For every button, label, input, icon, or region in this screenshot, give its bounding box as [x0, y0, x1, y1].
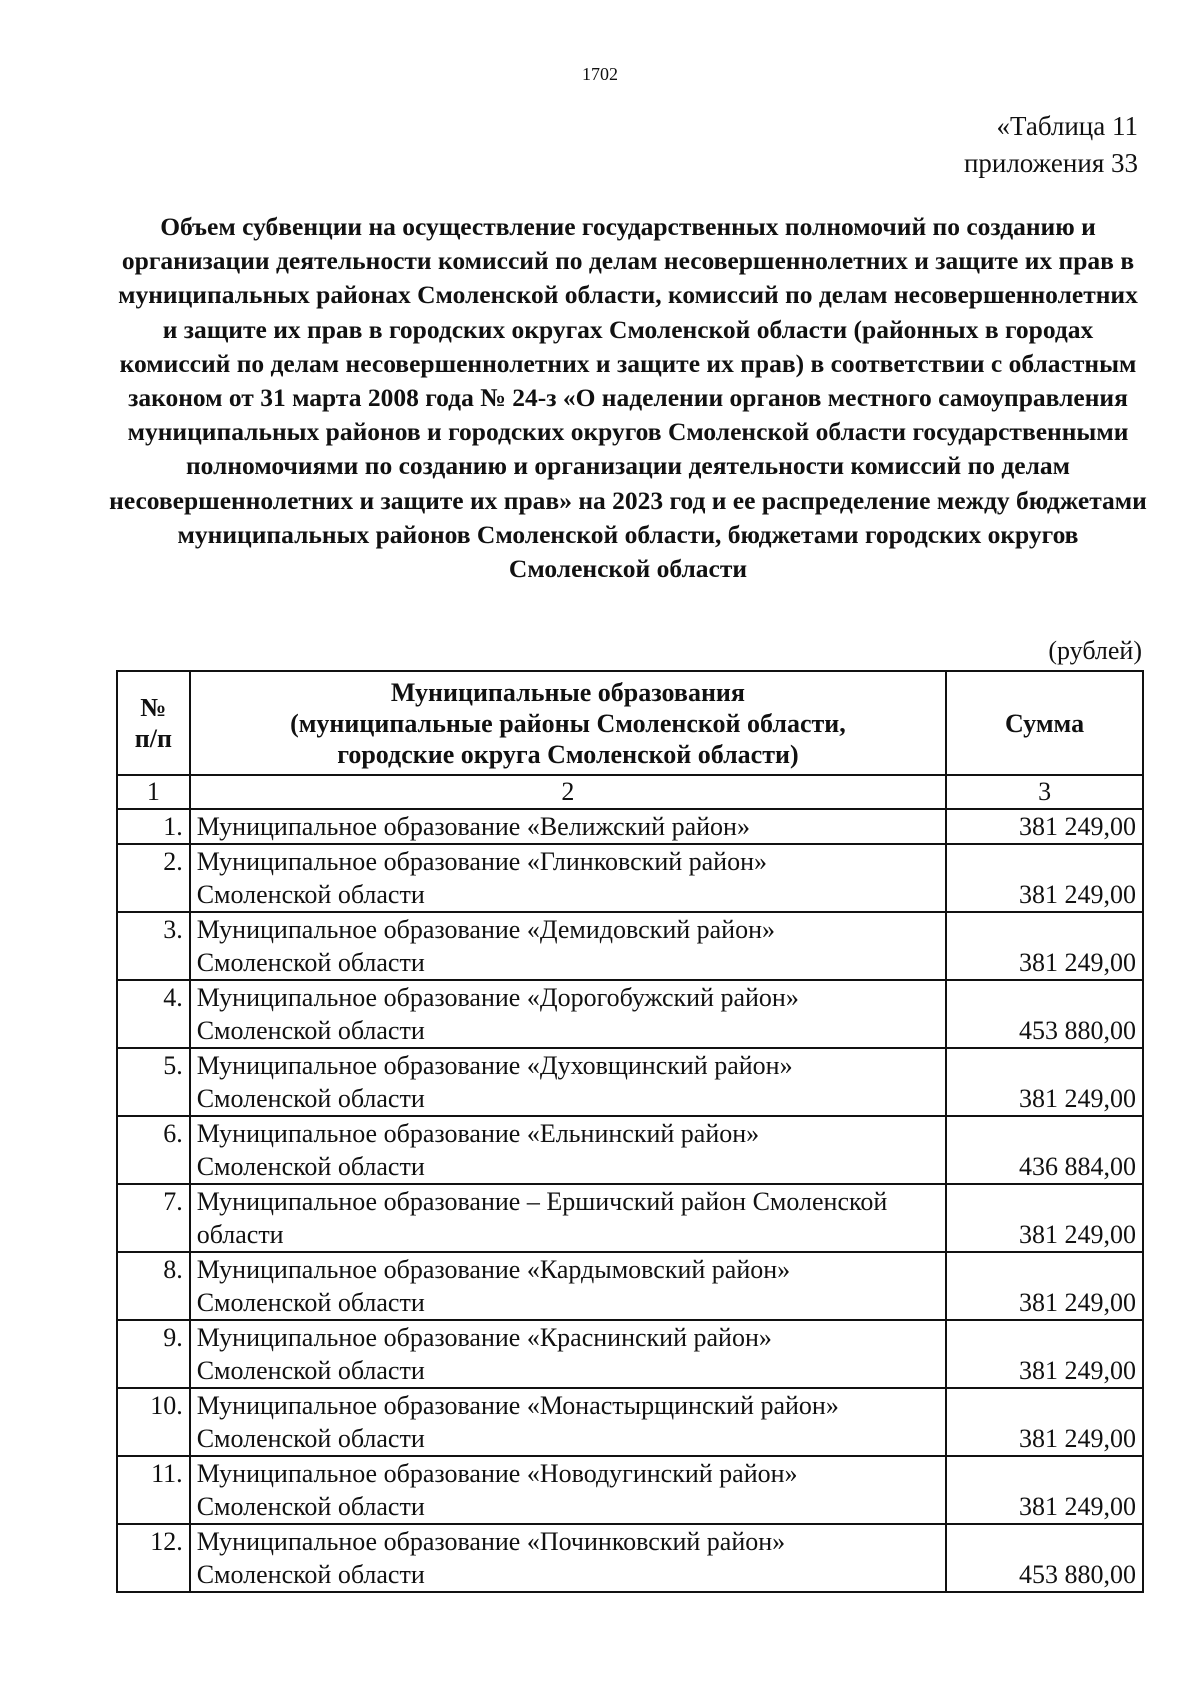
row-municipality-name-line2: Смоленской области: [196, 1016, 425, 1045]
row-number: 2.: [117, 844, 190, 912]
table-row: [117, 1184, 1143, 1252]
header-municipality-line3: городские округа Смоленской области): [337, 739, 799, 769]
table-row: [117, 1388, 1143, 1456]
row-municipality-name-line2: Смоленской области: [196, 1560, 425, 1589]
row-number: 8.: [117, 1252, 190, 1320]
row-amount: 381 249,00: [946, 1184, 1143, 1252]
row-municipality-name-line1: Муниципальное образование – Ершичский район Смоленской: [196, 1187, 888, 1216]
row-municipality-name-line1: Муниципальное образование «Духовщинский район»: [196, 1051, 793, 1080]
row-municipality-name: [190, 1388, 946, 1456]
row-amount: 453 880,00: [946, 1524, 1143, 1592]
row-number: 7.: [117, 1184, 190, 1252]
header-number: [117, 671, 190, 775]
row-amount: 453 880,00: [946, 980, 1143, 1048]
document-title: Объем субвенции на осуществление государственных полномочий по созданию и организации деятельности комиссий по делам несовершеннолетних и защите их прав в муниципальных районах Смоленской области, комиссий по делам несовершеннолетних и защите их прав в городских округах Смоленской области (районных в городах комиссий по делам несовершеннолетних и защите их прав) в соответствии с областным законом от 31 марта 2008 года № 24-з «О наделении органов местного самоуправления муниципальных районов и городских округов Смоленской области государственными полномочиями по созданию и организации деятельности комиссий по делам несовершеннолетних и защите их прав» на 2023 год и ее распределение между бюджетами муниципальных районов Смоленской области, бюджетами городских округов Смоленской области: [109, 212, 1147, 584]
row-municipality-name-line2: области: [196, 1220, 284, 1249]
row-municipality-name-line1: Муниципальное образование «Глинковский район»: [196, 847, 768, 876]
row-municipality-name: [190, 1252, 946, 1320]
row-amount: 381 249,00: [946, 809, 1143, 844]
row-municipality-name-line2: Смоленской области: [196, 1084, 425, 1113]
row-amount: 381 249,00: [946, 1456, 1143, 1524]
table-row: [117, 1116, 1143, 1184]
row-municipality-name: [190, 844, 946, 912]
row-municipality-name-line1: Муниципальное образование «Монастырщинский район»: [196, 1391, 839, 1420]
table-reference: [964, 108, 1138, 182]
row-number: 4.: [117, 980, 190, 1048]
header-amount: Сумма: [946, 671, 1143, 775]
header-municipality-line1: Муниципальные образования: [390, 677, 745, 707]
row-municipality-name: [190, 1184, 946, 1252]
row-number: 3.: [117, 912, 190, 980]
row-municipality-name-line1: Муниципальное образование «Кардымовский район»: [196, 1255, 791, 1284]
row-municipality-name-line2: Смоленской области: [196, 948, 425, 977]
table-row: [117, 1252, 1143, 1320]
row-amount: 381 249,00: [946, 912, 1143, 980]
row-municipality-name: [190, 912, 946, 980]
column-index-3: 3: [946, 775, 1143, 809]
header-number-line2: п/п: [134, 724, 172, 753]
row-municipality-name-line2: Смоленской области: [196, 1152, 425, 1181]
row-number: 11.: [117, 1456, 190, 1524]
row-municipality-name: [190, 809, 946, 844]
row-municipality-name: [190, 1048, 946, 1116]
table-row: [117, 980, 1143, 1048]
row-municipality-name-line1: Муниципальное образование «Краснинский район»: [196, 1323, 772, 1352]
row-municipality-name-line1: Муниципальное образование «Дорогобужский район»: [196, 983, 799, 1012]
row-amount: 381 249,00: [946, 1320, 1143, 1388]
header-municipality-line2: (муниципальные районы Смоленской области,: [290, 708, 846, 738]
table-reference-line2: приложения 33: [963, 148, 1138, 178]
row-municipality-name-line2: Смоленской области: [196, 1424, 425, 1453]
row-number: 12.: [117, 1524, 190, 1592]
table-header-row: [117, 671, 1143, 775]
table-row: [117, 1320, 1143, 1388]
header-number-line1: №: [140, 693, 167, 722]
subvention-table: [116, 670, 1144, 1593]
row-municipality-name-line2: Смоленской области: [196, 1492, 425, 1521]
row-municipality-name: [190, 1524, 946, 1592]
table-row: [117, 809, 1143, 844]
row-municipality-name-line2: Смоленской области: [196, 1288, 425, 1317]
page-number: 1702: [582, 64, 618, 84]
units-label: (рублей): [1048, 636, 1142, 665]
row-municipality-name: [190, 1456, 946, 1524]
column-index-2: 2: [190, 775, 946, 809]
table-row: [117, 844, 1143, 912]
table-row: [117, 1456, 1143, 1524]
table-row: [117, 1524, 1143, 1592]
row-number: 10.: [117, 1388, 190, 1456]
row-amount: 381 249,00: [946, 1252, 1143, 1320]
table-row: [117, 1048, 1143, 1116]
row-municipality-name-line1: Муниципальное образование «Починковский район»: [196, 1527, 786, 1556]
row-amount: 381 249,00: [946, 1388, 1143, 1456]
row-number: 9.: [117, 1320, 190, 1388]
row-municipality-name-line1: Муниципальное образование «Ельнинский район»: [196, 1119, 760, 1148]
table-reference-line1: «Таблица 11: [996, 111, 1138, 141]
row-municipality-name: [190, 980, 946, 1048]
row-municipality-name: [190, 1116, 946, 1184]
row-amount: 381 249,00: [946, 1048, 1143, 1116]
header-municipality: [190, 671, 946, 775]
column-index-1: 1: [117, 775, 190, 809]
row-municipality-name-line1: Муниципальное образование «Новодугинский район»: [196, 1459, 798, 1488]
table-body: [117, 775, 1143, 1592]
row-municipality-name-line2: Смоленской области: [196, 880, 425, 909]
row-municipality-name: [190, 1320, 946, 1388]
row-number: 1.: [117, 809, 190, 844]
column-index-row: [117, 775, 1143, 809]
row-number: 6.: [117, 1116, 190, 1184]
row-municipality-name-line1: Муниципальное образование «Демидовский район»: [196, 915, 776, 944]
table-row: [117, 912, 1143, 980]
row-municipality-name-line1: Муниципальное образование «Велижский район»: [196, 812, 750, 841]
row-amount: 436 884,00: [946, 1116, 1143, 1184]
row-municipality-name-line2: Смоленской области: [196, 1356, 425, 1385]
row-amount: 381 249,00: [946, 844, 1143, 912]
row-number: 5.: [117, 1048, 190, 1116]
